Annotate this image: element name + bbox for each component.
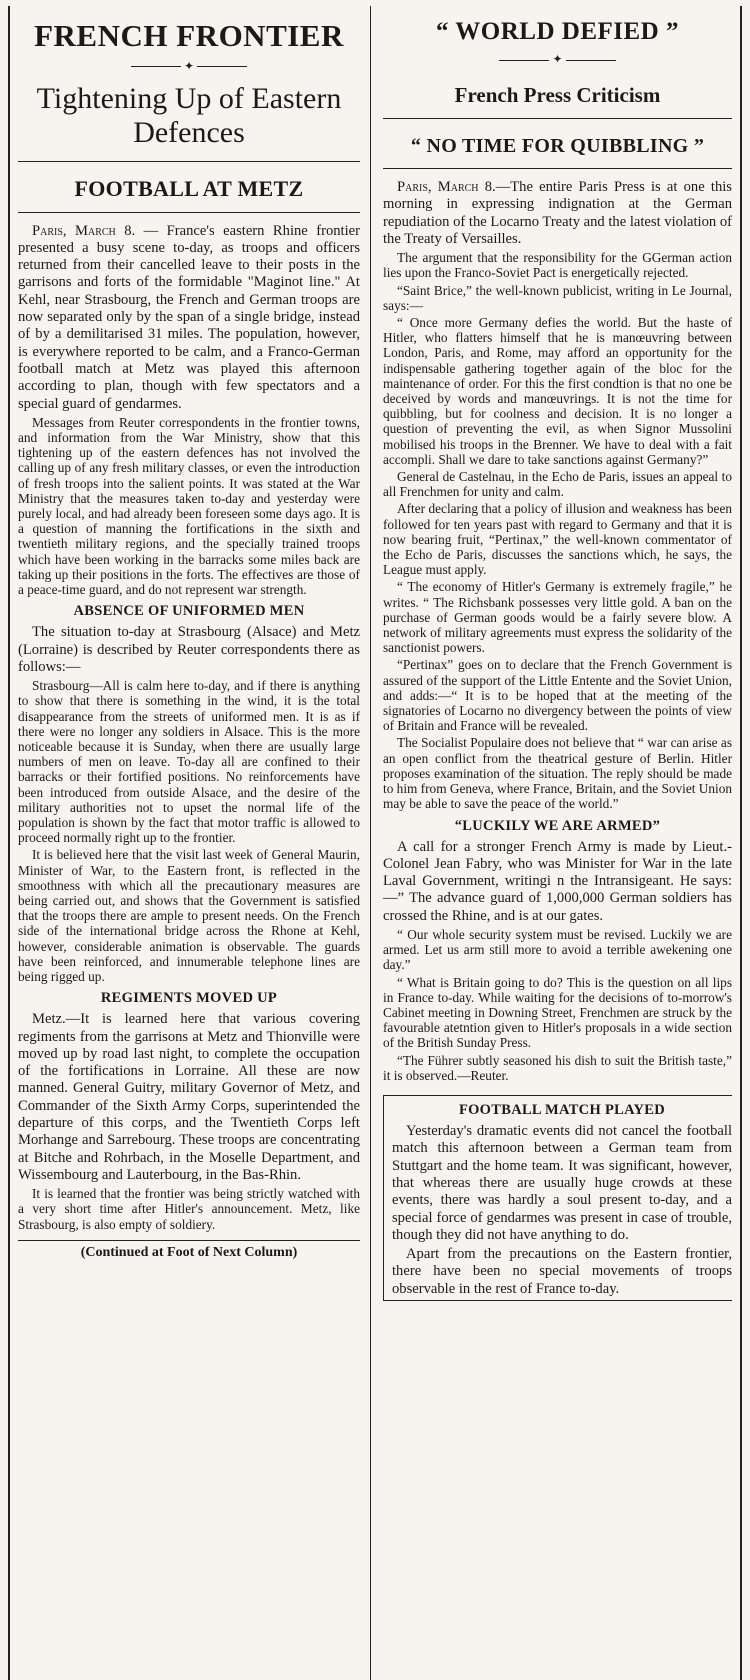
- subhead-press-criticism: French Press Criticism: [454, 83, 661, 107]
- dateline: Paris, March 8.: [32, 222, 136, 239]
- article-paragraph: General de Castelnau, in the Echo de Paris, issues an appeal to all Frenchmen for unity and calm.: [383, 469, 732, 500]
- article-paragraph: Strasbourg—All is calm here to-day, and if there is anything to show that there is something in the wind, it is the total disappearance from the streets of uniformed men. It is as if there were no longer any soldiers in Alsace. This is the more noticeable because it is Sunday, when there are usually large numbers of men on leave. To-day all are confined to their barracks or their fortified positions. No reinforcements have been introduced from outside Alsace, and the desire of the military authorities not to upset the normal life of the population is shown by the fact that motor traffic is allowed to proceed normally right up to the frontier.: [18, 678, 360, 846]
- article-paragraph: “ The economy of Hitler's Germany is extremely fragile,” he writes. “ The Richsbank possesses very little gold. A ban on the purchase of German goods would be a fairly severe blow. A network of military agreements must express the solidarity of the sanctionist powers.: [383, 579, 732, 656]
- article-paragraph: The Socialist Populaire does not believe that “ war can arise as an open conflict from the theatrical gesture of Berlin. Hitler proposes examination of the situation. The reply should be made to him from Geneva, where France, Britain, and the Soviet Union may be able to save the peace of the world.”: [383, 735, 732, 812]
- article-paragraph: “ What is Britain going to do? This is the question on all lips in France to-day. While waiting for the decisions of to-morrow's Cabinet meeting in Downing Street, Frenchmen are struck by the favourable atetntion given to Hitler's proposals in a wide section of the British Sunday Press.: [383, 974, 732, 1051]
- article-paragraph: It is believed here that the visit last week of General Maurin, Minister of War, to the Eastern front, is reflected in the smoothness with which all the precautionary measures are being carried out, and shows that the Government is satisfied that the troops there are ample to present needs. On the French side of the international bridge across the Rhone at Kehl, however, considerable animation is observable. The guards have been reinforced, and innumerable telephone lines are being rigged up.: [18, 847, 360, 984]
- ornament-divider: ✦: [18, 59, 360, 74]
- football-match-box: [383, 1095, 732, 1301]
- ornament-divider: ✦: [383, 52, 732, 67]
- subhead-no-quibbling: “ NO TIME FOR QUIBBLING ”: [410, 135, 705, 157]
- article-paragraph: Paris, March 8. — France's eastern Rhine frontier presented a busy scene to-day, as troops and officers returned from their cancelled leave to their posts in the garrisons and forts of the formidable "Maginot line." At Kehl, near Strasbourg, the French and German troops are now separated only by the span of a single bridge, instead of by a demilitarised 31 miles. The population, however, is everywhere reported to be calm, and a Franco-German football match at Metz was played this afternoon according to plan, though with few spectators and a special guard of gendarmes.: [18, 222, 360, 412]
- article-paragraph: Messages from Reuter correspondents in the frontier towns, and information from the War Ministry, show that this tightening up of the eastern defences has not involved the calling up of any fresh military classes, or even the introduction of fresh troops into the salient points. It was stated at the War Ministry that the measures taken to-day and yesterday were purely local, and had already been foreseen some days ago. It is a question of manning the fortifications in the sixth and twentieth military regions, and the specially trained troops which have been working in the barracks some miles back are taking up their positions in the forts. The effectives are those of a peace-time guard, and do not represent war strength.: [18, 414, 360, 598]
- continued-note: (Continued at Foot of Next Column): [18, 1240, 360, 1261]
- divider-rule: [18, 161, 360, 162]
- article-paragraph: A call for a stronger French Army is made by Lieut.-Colonel Jean Fabry, who was Minister for War in the late Laval Government, writingi n the Intransigeant. He says: —” The advance guard of 1,000,000 German soldiers has crossed the Rhine, and is at our gates.: [383, 838, 732, 924]
- article-paragraph: “The Führer subtly seasoned his dish to suit the British taste,” it is observed.—Reuter.: [383, 1052, 732, 1083]
- article-paragraph: “Pertinax” goes on to declare that the French Government is assured of the support of the Little Entente and the Soviet Union, and adds:—“ It is to be hoped that at the meeting of the signatories of Locarno no divergency between the points of view of Britain and France will be revealed.: [383, 657, 732, 734]
- section-luckily-armed: “LUCKILY WE ARE ARMED”: [454, 817, 661, 834]
- subhead-football-metz: FOOTBALL AT METZ: [74, 175, 304, 201]
- article-paragraph: It is learned that the frontier was being strictly watched with a very short time after Hitler's announcement. Metz, like Strasbourg, is also empty of soldiery.: [18, 1186, 360, 1232]
- headline-world-defied: “ WORLD DEFIED ”: [436, 18, 679, 45]
- article-paragraph: Apart from the precautions on the Eastern frontier, there have been no special movements of troops observable in the rest of France to-day.: [392, 1246, 732, 1297]
- article-paragraph: The situation to-day at Strasbourg (Alsace) and Metz (Lorraine) is described by Reuter correspondents there as follows:—: [18, 624, 360, 675]
- article-paragraph: After declaring that a policy of illusion and weakness has been followed for ten years past with regard to Germany and that it is now bearing fruit, “Pertinax,” the well-known commentator of the Echo de Paris, discusses the sanctions which, he says, the League must apply.: [383, 501, 732, 578]
- article-paragraph: “ Our whole security system must be revised. Luckily we are armed. Let us arm still more to avoid a terrible awekening one day.”: [383, 926, 732, 973]
- article-paragraph: Yesterday's dramatic events did not cancel the football match this afternoon between a German team from Stuttgart and the home team. It was significant, however, that whereas there are usually huge crowds at these events, there was hardly a soul present to-day, and a special force of gendarmes was present in case of trouble, though they did not have anything to do.: [392, 1123, 732, 1243]
- dateline: Paris, March 8.: [397, 179, 496, 195]
- article-paragraph: Paris, March 8.—The entire Paris Press is at one this morning in expressing indignation at the German repudiation of the Locarno Treaty and the latest violation of the Treaty of Versailles.: [383, 179, 732, 247]
- article-paragraph: The argument that the responsibility for the GGerman action lies upon the Franco-Soviet Pact is energetically rejected.: [383, 250, 732, 281]
- right-column: [370, 6, 742, 1680]
- divider-rule: [18, 212, 360, 213]
- box-title: FOOTBALL MATCH PLAYED: [458, 1102, 666, 1119]
- section-regiments-moved: REGIMENTS MOVED UP: [100, 990, 278, 1007]
- article-paragraph: “ Once more Germany defies the world. But the haste of Hitler, who flatters himself that he is manœuvring between London, Paris, and Rome, may afford an opportunity for the indispensable gathering together again of the bloc for the maintenance of order. For this the first condtion is that no one be deceived by words and manœuvrings. It is not the time for quibbling, but for coolness and decision. It is no longer a question of preventing the evil, as when Signor Mussolini mobilised his troops in the Brenner. We have to deal with a fait accompli. Shall we dare to take sanctions against Germany?”: [383, 315, 732, 467]
- subhead-eastern-defences: Tightening Up of Eastern Defences: [36, 81, 342, 150]
- headline-french-frontier: FRENCH FRONTIER: [34, 18, 344, 53]
- left-column: [8, 6, 370, 1680]
- section-absence-uniformed: ABSENCE OF UNIFORMED MEN: [73, 603, 305, 620]
- divider-rule: [383, 118, 732, 119]
- article-paragraph: “Saint Brice,” the well-known publicist, writing in Le Journal, says:—: [383, 282, 732, 313]
- article-paragraph: Metz.—It is learned here that various covering regiments from the garrisons at Metz and Thionville were moved up by road last night, to complete the occupation of the fortifications in Lorraine. All these are now manned. General Guitry, military Governor of Metz, and Commander of the Sixth Army Corps, superintended the departure of this corps, and the Twentieth Corps left Morhange and Sarrebourg. These troops are concentrating at Bitche and Rohrbach, in the Moselle Department, and Wissembourg and Lauterbourg, in the Bas-Rhin.: [18, 1011, 360, 1183]
- divider-rule: [383, 168, 732, 169]
